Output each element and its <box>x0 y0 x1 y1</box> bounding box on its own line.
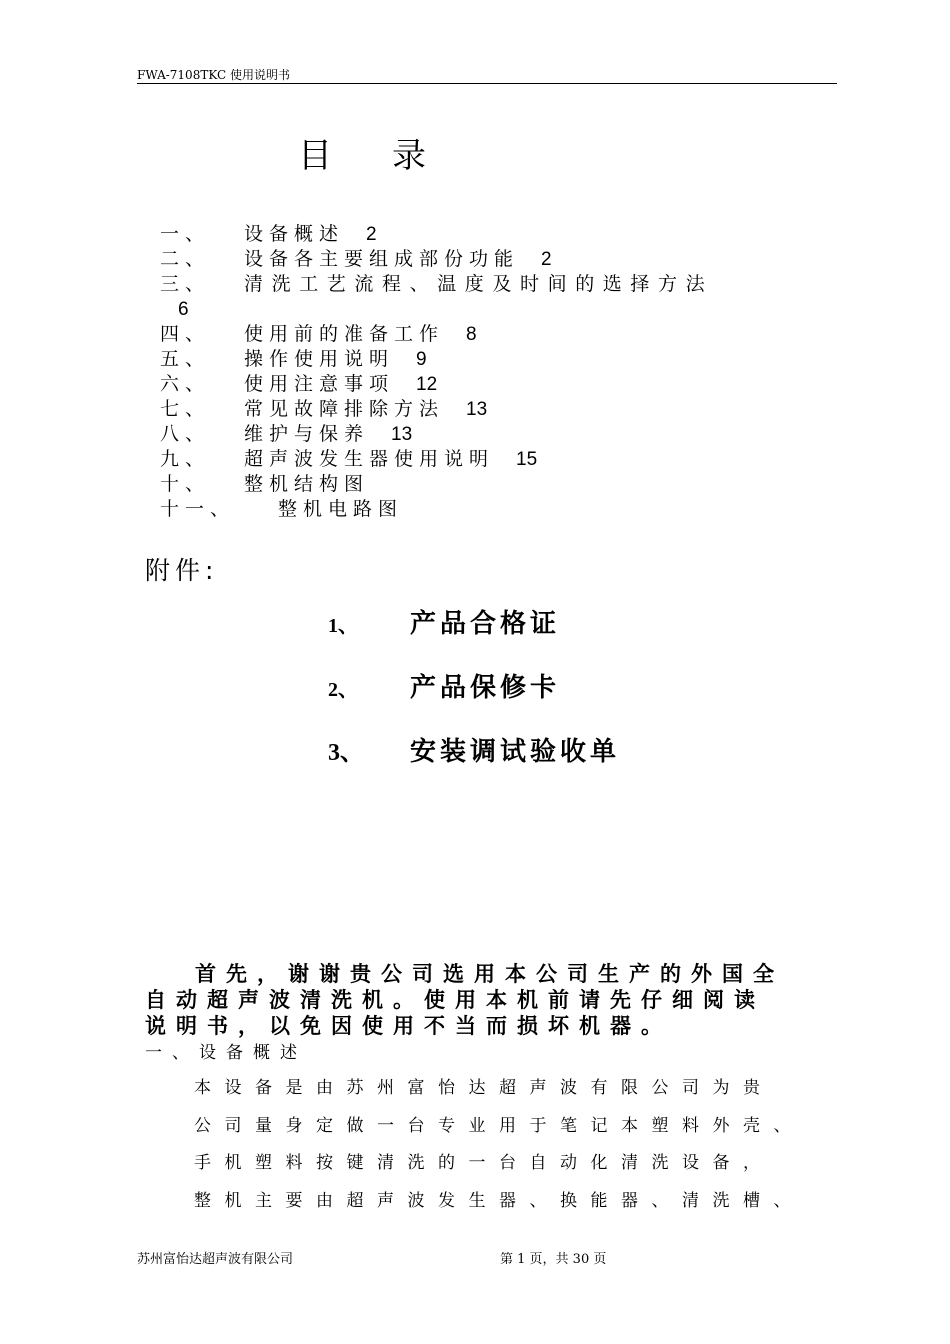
intro-paragraph <box>145 961 825 1039</box>
toc-item-page: 12 <box>416 374 438 395</box>
intro-line: 首先，谢谢贵公司选用本公司生产的外国全 <box>195 962 784 986</box>
toc-item-text: 操作使用说明 <box>244 348 395 370</box>
toc-item-text: 设备各主要组成部份功能 <box>244 248 520 270</box>
toc-item-text: 设备概述 <box>244 223 345 245</box>
toc-item <box>160 272 830 297</box>
toc-item-text: 超声波发生器使用说明 <box>244 448 495 470</box>
toc-item <box>160 422 830 447</box>
header-rule <box>137 83 837 84</box>
toc-item-page: 13 <box>466 399 488 420</box>
attachment-number: 1、 <box>328 615 358 637</box>
toc-item <box>160 397 830 422</box>
section-heading: 一、设备概述 <box>145 1043 307 1063</box>
toc-item-page: 6 <box>178 299 189 320</box>
toc-item-text: 维护与保养 <box>244 423 370 445</box>
section-body <box>194 1070 854 1220</box>
toc-item-number: 九、 <box>160 448 211 470</box>
attachment-item <box>328 667 560 704</box>
attachment-number: 3、 <box>328 740 364 766</box>
toc-item-text: 整机结构图 <box>244 473 370 495</box>
body-line: 手机塑料按键清洗的一台自动化清洗设备， <box>194 1153 774 1173</box>
attachment-text: 产品合格证 <box>410 609 561 639</box>
toc-item-text: 使用前的准备工作 <box>244 323 445 345</box>
footer-page-info: 第 1 页，共 30 页 <box>500 1252 607 1267</box>
toc-item <box>160 447 830 472</box>
attachment-text: 产品保修卡 <box>410 673 561 703</box>
attachment-item <box>328 731 620 768</box>
toc-title: 目录 <box>298 136 486 176</box>
toc-item <box>160 222 830 247</box>
toc-item-page: 8 <box>466 324 477 345</box>
toc-item-page: 9 <box>416 349 427 370</box>
toc-item-page: 13 <box>391 424 413 445</box>
toc-item-number: 五、 <box>160 348 211 370</box>
toc-item-page: 2 <box>541 249 552 270</box>
toc-item <box>160 322 830 347</box>
toc-item-number: 八、 <box>160 423 211 445</box>
toc-item-number: 一、 <box>160 223 211 245</box>
toc-item-number: 六、 <box>160 373 211 395</box>
intro-line: 自动超声波清洗机。使用本机前请先仔细阅读 <box>145 988 765 1012</box>
toc-item-text: 使用注意事项 <box>244 373 395 395</box>
toc-item-page: 15 <box>516 449 538 470</box>
toc-item-number: 十一、 <box>160 498 236 520</box>
intro-line: 说明书，以免因使用不当而损坏机器。 <box>145 1014 672 1038</box>
toc-item-wrap <box>160 297 830 322</box>
toc-item-number: 三、 <box>160 273 211 295</box>
body-line: 整机主要由超声波发生器、换能器、清洗槽、 <box>194 1190 804 1211</box>
toc-item-number: 二、 <box>160 248 211 270</box>
toc-item-text: 整机电路图 <box>278 498 404 520</box>
toc-item-number: 四、 <box>160 323 211 345</box>
toc-item-number: 十、 <box>160 473 211 495</box>
toc-item <box>160 247 830 272</box>
toc-item-text: 清洗工艺流程、温度及时间的选择方法 <box>244 273 714 295</box>
attachments-heading: 附件: <box>145 556 219 585</box>
attachment-item <box>328 603 560 640</box>
toc-item <box>160 497 830 522</box>
toc-item-number: 七、 <box>160 398 211 420</box>
header-title: FWA-7108TKC 使用说明书 <box>137 68 290 82</box>
toc-item <box>160 472 830 497</box>
footer-company: 苏州富怡达超声波有限公司 <box>137 1252 294 1267</box>
toc-item-page: 2 <box>366 224 377 245</box>
toc-list <box>160 222 830 522</box>
attachment-number: 2、 <box>328 679 358 701</box>
toc-item <box>160 372 830 397</box>
body-line: 本设备是由苏州富怡达超声波有限公司为贵 <box>194 1078 774 1098</box>
attachment-text: 安装调试验收单 <box>410 737 621 767</box>
toc-item-text: 常见故障排除方法 <box>244 398 445 420</box>
toc-item <box>160 347 830 372</box>
body-line: 公司量身定做一台专业用于笔记本塑料外壳、 <box>194 1115 804 1136</box>
